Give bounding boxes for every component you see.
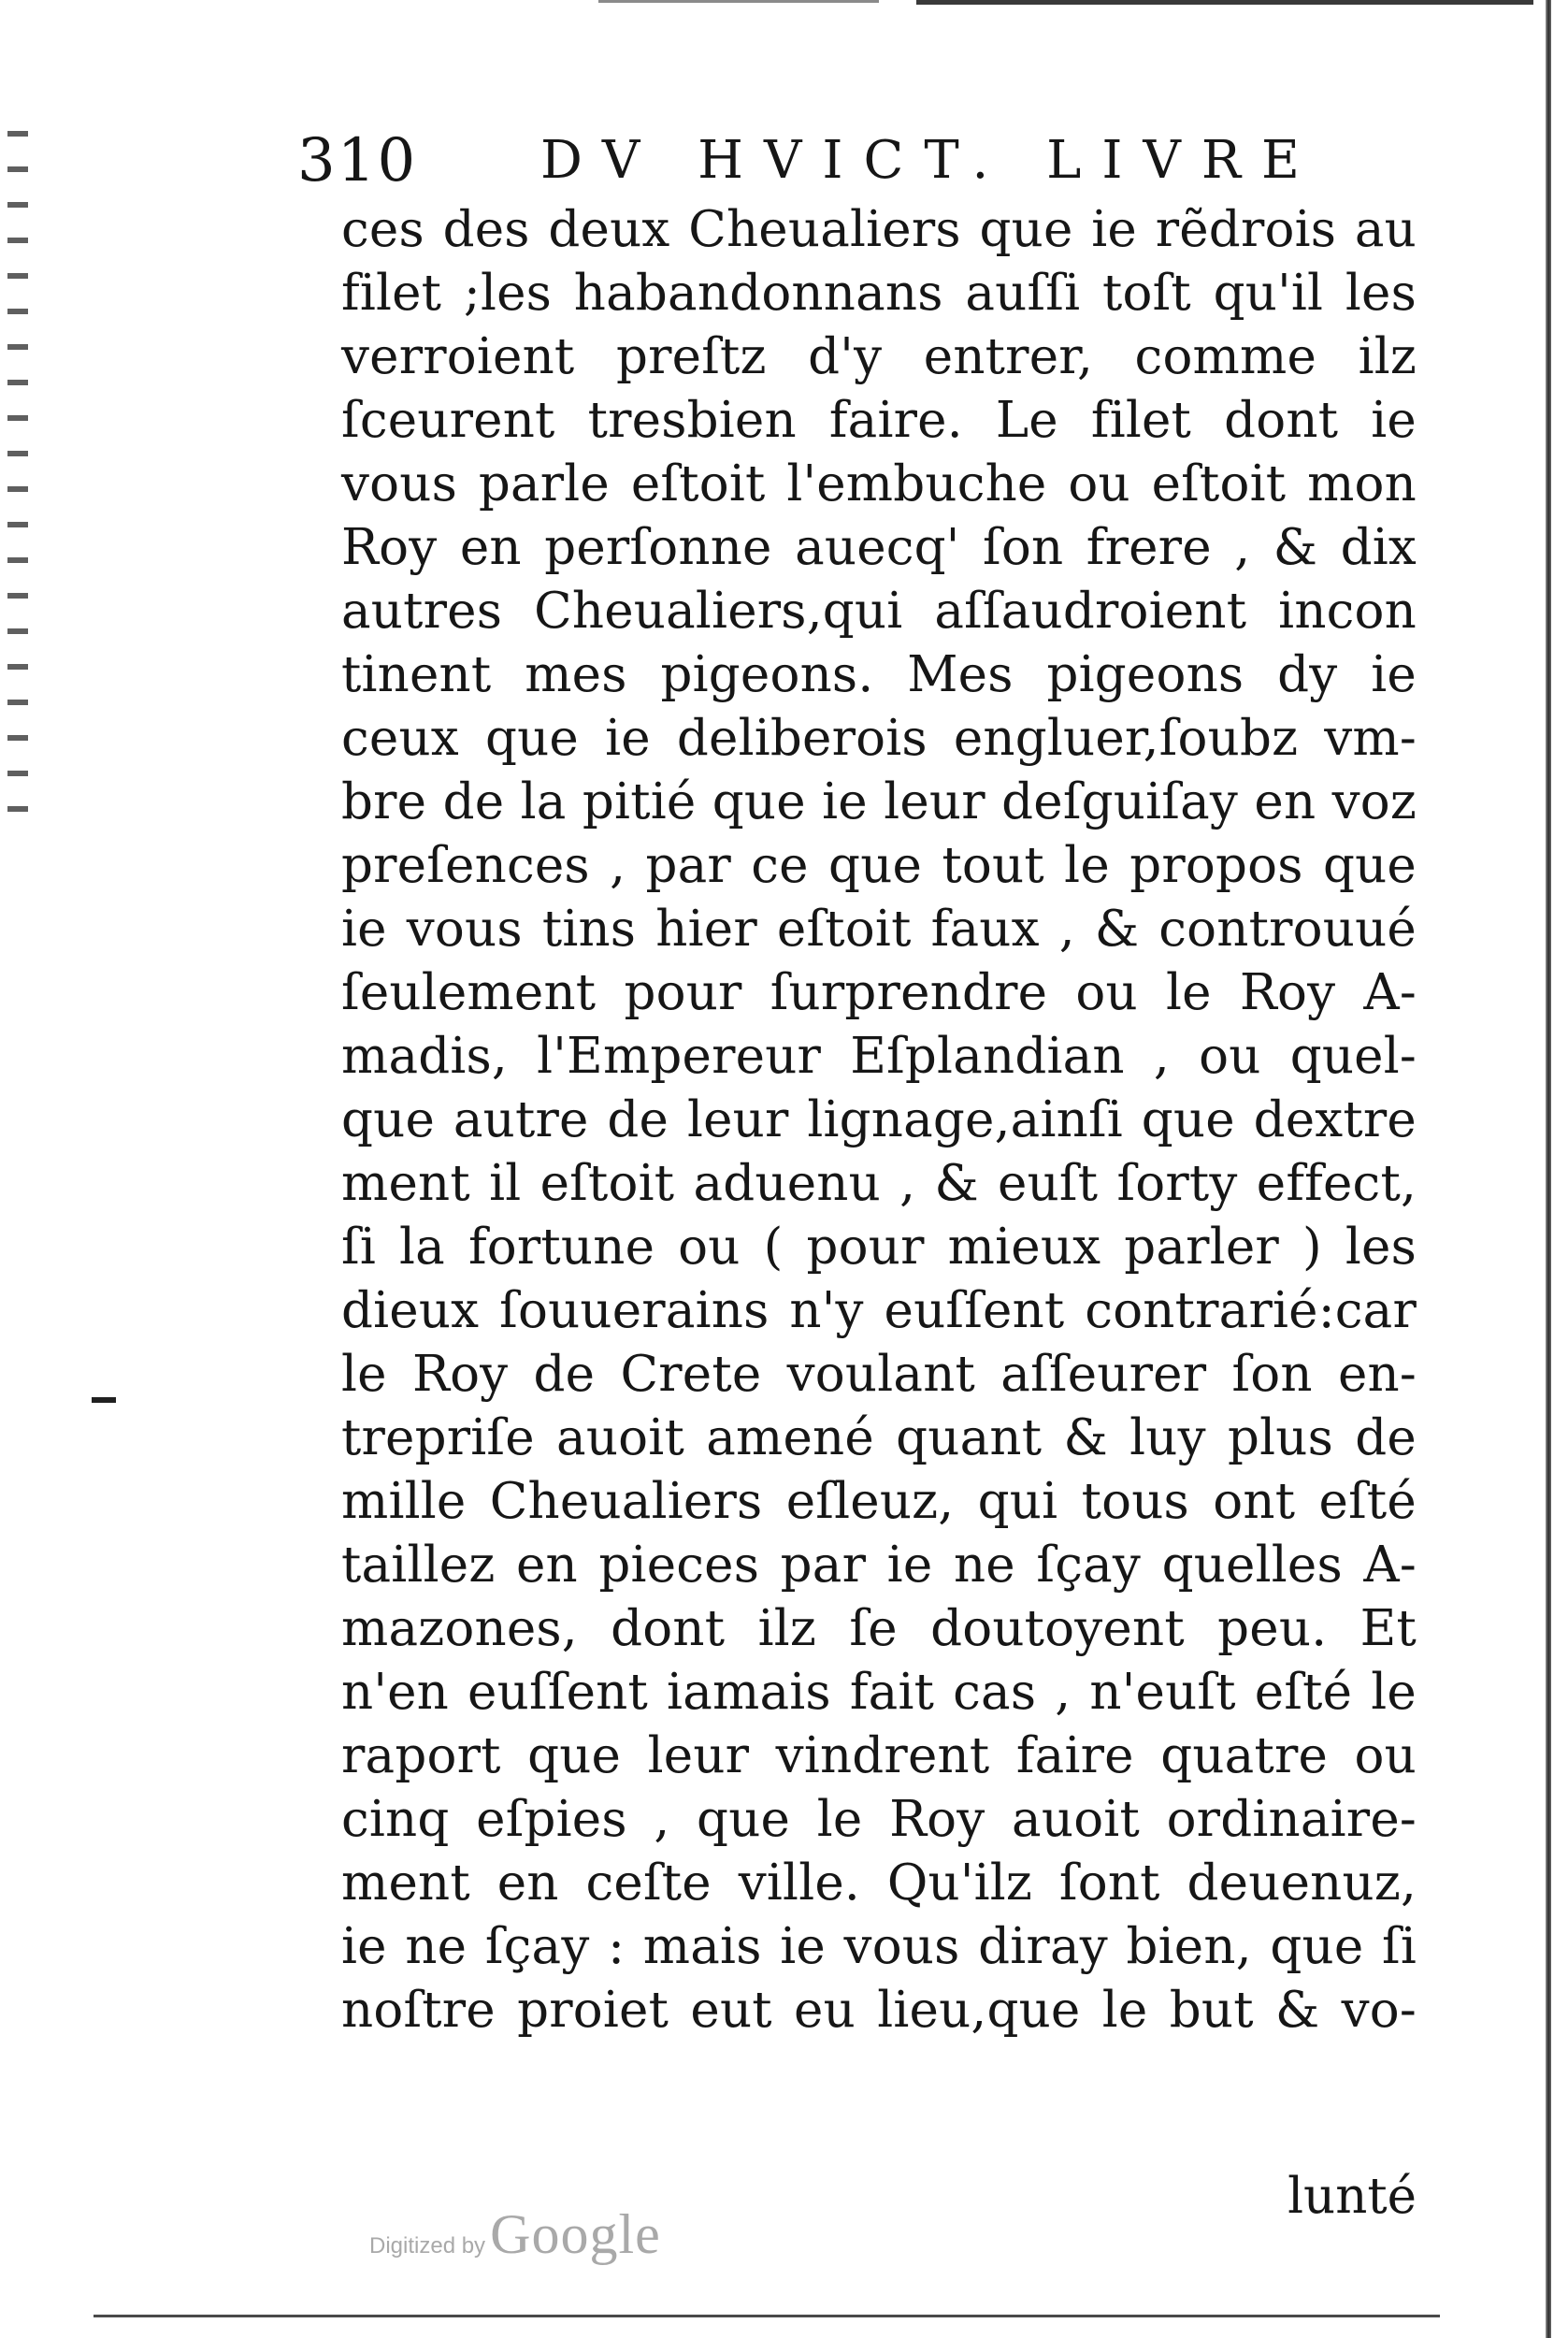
text-line: verroient preſtz d'y entrer, comme ilz: [341, 328, 1417, 385]
text-line: mille Cheualiers eſleuz, qui tous ont eſté: [341, 1473, 1417, 1530]
digitization-watermark: [369, 2202, 661, 2277]
scan-edge-top: [916, 0, 1533, 5]
text-line: le Roy de Crete voulant aſſeurer ſon en-: [341, 1346, 1417, 1403]
scan-edge-top-left: [598, 0, 879, 3]
text-line: dieux ſouuerains n'y euſſent contrarié:car: [341, 1282, 1417, 1339]
text-line: Roy en perſonne auecq' ſon frere , & dix: [341, 519, 1417, 576]
text-line: raport que leur vindrent faire quatre ou: [341, 1727, 1417, 1784]
watermark-prefix: Digitized by: [369, 2233, 486, 2259]
text-line: ie vous tins hier eſtoit faux , & controuué: [341, 901, 1417, 958]
scan-edge-bottom: [94, 2315, 1440, 2317]
text-line: filet ;les habandonnans auſſi toſt qu'il les: [341, 265, 1417, 322]
text-line: preſences , par ce que tout le propos que: [341, 837, 1417, 894]
text-line: ment il eſtoit aduenu , & euſt ſorty effect,: [341, 1155, 1417, 1212]
text-line: vous parle eſtoit l'embuche ou eſtoit mon: [341, 455, 1417, 512]
scan-edge-right: [1546, 0, 1551, 2338]
text-line: mazones, dont ilz ſe doutoyent peu. Et: [341, 1600, 1417, 1657]
text-line: ſceurent tresbien faire. Le filet dont ie: [341, 392, 1417, 449]
scan-margin-marks: [7, 131, 28, 842]
text-line: noſtre proiet eut eu lieu,que le but & vo-: [341, 1982, 1417, 2039]
text-line: tinent mes pigeons. Mes pigeons dy ie: [341, 646, 1417, 703]
text-line: ces des deux Cheualiers que ie rẽdrois au: [341, 201, 1417, 258]
text-line: cinq eſpies , que le Roy auoit ordinaire-: [341, 1791, 1417, 1848]
page-number: 310: [297, 126, 418, 195]
text-line: madis, l'Empereur Eſplandian , ou quel-: [341, 1028, 1417, 1085]
text-line: ie ne ſçay : mais ie vous diray bien, que ſi: [341, 1918, 1417, 1975]
text-line: taillez en pieces par ie ne ſçay quelles A-: [341, 1537, 1417, 1594]
scan-stray-mark: [92, 1397, 116, 1403]
text-line: ment en ceſte ville. Qu'ilz ſont deuenuz,: [341, 1855, 1417, 1912]
text-line: bre de la pitié que ie leur deſguiſay en voz: [341, 773, 1417, 830]
text-line: autres Cheualiers,qui aſſaudroient incon: [341, 583, 1417, 640]
text-line: ceux que ie deliberois engluer,ſoubz vm-: [341, 710, 1417, 767]
text-line: n'en euſſent iamais fait cas , n'euſt eſté le: [341, 1664, 1417, 1721]
page-header: [297, 116, 1320, 206]
catchword: lunté: [1287, 2168, 1417, 2225]
body-text: [341, 198, 1417, 2042]
running-head: DV HVICT. LIVRE: [540, 130, 1320, 191]
text-line: ſeulement pour ſurprendre ou le Roy A-: [341, 964, 1417, 1021]
text-line: ſi la fortune ou ( pour mieux parler ) les: [341, 1219, 1417, 1276]
google-logo: Google: [490, 2203, 661, 2265]
text-line: trepriſe auoit amené quant & luy plus de: [341, 1409, 1417, 1466]
text-line: que autre de leur lignage,ainſi que dextre: [341, 1091, 1417, 1148]
